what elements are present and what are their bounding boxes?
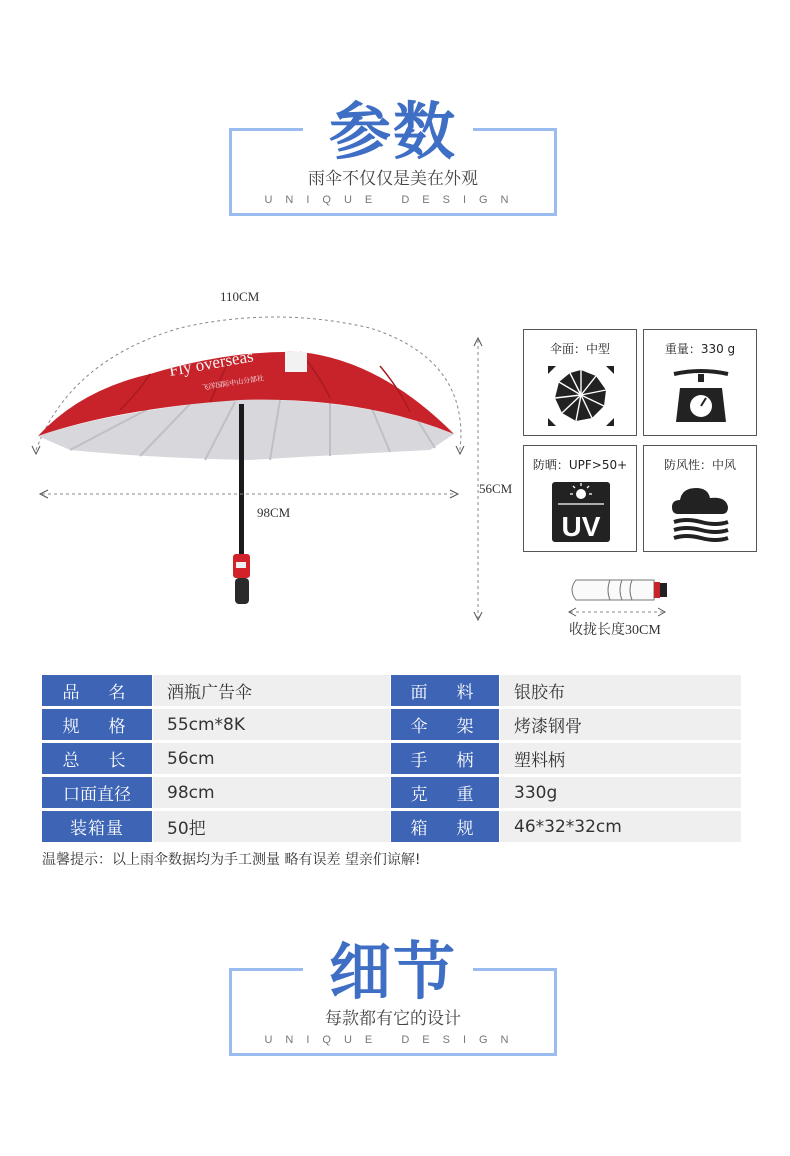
table-value: 50把 [153,811,390,842]
spec-weight [643,329,757,436]
section-subtitle: 雨伞不仅仅是美在外观 [308,169,478,189]
spec-canopy-size [523,329,637,436]
arc-length-label: 110CM [220,289,260,304]
table-value: 塑料柄 [500,743,741,774]
table-key: 规 格 [42,709,152,740]
table-row [42,809,741,843]
table-key: 克 重 [391,777,499,808]
table-key: 口面直径 [42,777,152,808]
folded-length-label: 收拢长度30CM [569,623,661,638]
table-key: 面 料 [391,675,499,706]
table-key: 装箱量 [42,811,152,842]
section-title: 细节 [328,935,457,1008]
table-key: 品 名 [42,675,152,706]
total-height-label: 56CM [479,481,513,496]
table-value: 330g [500,777,741,808]
spec-label: 重量：330 g [664,342,736,356]
umbrella-shaft [239,404,244,554]
section-subtitle: 每款都有它的设计 [325,1009,461,1029]
table-value: 55cm*8K [153,709,390,740]
umbrella-top-icon [546,364,616,428]
table-key: 伞 架 [391,709,499,740]
spec-label: 防晒：UPF>50+ [532,458,628,472]
spec-wind-resistance [643,445,757,552]
table-value: 56cm [153,743,390,774]
table-value: 烤漆钢骨 [500,709,741,740]
measurement-note: 温馨提示：以上雨伞数据均为手工测量 略有误差 望亲们谅解! [42,852,421,868]
scale-icon [666,364,736,428]
umbrella-line-print: 飞洋国际中山分部社 [201,374,265,392]
spec-table [42,673,741,843]
wind-cloud-icon [666,480,736,544]
section-title: 参数 [328,95,457,168]
table-value: 银胶布 [500,675,741,706]
uv-icon [546,480,616,544]
table-value: 46*32*32cm [500,811,741,842]
uv-text: UV [561,511,601,542]
folded-umbrella-icon [566,574,670,618]
table-value: 酒瓶广告伞 [153,675,390,706]
open-width-label: 98CM [257,505,291,520]
umbrella-handle-grip [235,578,249,604]
umbrella-brand-print: Fly overseas [167,346,255,380]
umbrella-print-logo [285,352,307,372]
spec-label: 防风性：中风 [663,458,736,472]
section-header-details [229,935,557,1056]
table-value: 98cm [153,777,390,808]
umbrella-illustration [30,300,520,630]
table-row [42,707,741,741]
section-en-caption: UNIQUE DESIGN [264,1034,522,1046]
table-key: 手 柄 [391,743,499,774]
table-row [42,741,741,775]
spec-label: 伞面：中型 [549,342,610,356]
table-key: 箱 规 [391,811,499,842]
table-key: 总 长 [42,743,152,774]
section-header-params [229,95,557,216]
spec-sun-protection [523,445,637,552]
section-en-caption: UNIQUE DESIGN [264,194,522,206]
table-row [42,775,741,809]
table-row [42,673,741,707]
